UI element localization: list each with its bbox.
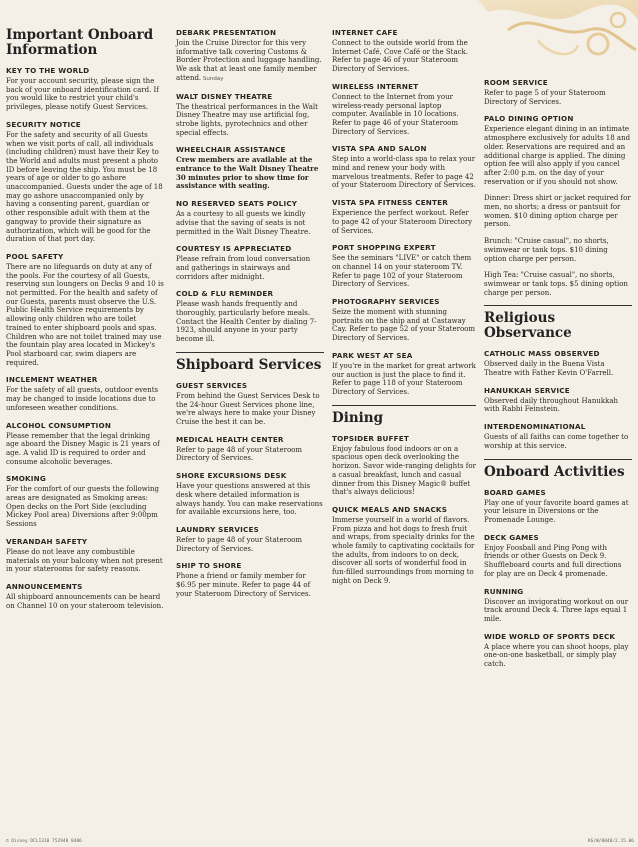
section-title-dining: Dining (332, 409, 384, 426)
item-body: Please do not leave any combustible materials on your balcony when not present in your staterooms for safety reasons. (6, 547, 163, 574)
item-body: Refer to page 48 of your Stateroom Directory of Services. (176, 445, 303, 463)
divider (176, 352, 324, 353)
item-title: ROOM SERVICE (484, 78, 548, 87)
activities-list (484, 488, 632, 669)
divider (484, 459, 632, 460)
info-item (332, 82, 476, 137)
info-item (176, 471, 324, 517)
info-item (484, 194, 632, 229)
item-title: HANUKKAH SERVICE (484, 385, 570, 395)
item-title: DECK GAMES (484, 532, 539, 542)
swirl-decoration (478, 0, 638, 70)
item-body: As a courtesy to all guests we kindly advise that the saving of seats is not permitted in the Walt Disney Theatre. (176, 210, 311, 236)
item-title: BOARD GAMES (484, 487, 546, 497)
item-title: VISTA SPA FITNESS CENTER (332, 198, 448, 208)
item-title: TOPSIDER BUFFET (332, 433, 409, 443)
item-title: RUNNING (484, 586, 524, 596)
item-title: COLD & FLU REMINDER (176, 289, 274, 299)
item-body: Please wash hands frequently and thoroughly, particularly before meals. Contact the Health Center by dialing 7-1923, should anyone in your party become ill. (176, 300, 317, 344)
info-item (176, 435, 324, 463)
item-body: Connect to the outside world from the Internet Café, Cove Café or the Stack. Refer to page 46 of your Stateroom Directory of Services. (332, 39, 469, 74)
item-title: GUEST SERVICES (176, 380, 248, 390)
info-item (176, 381, 324, 427)
item-body: Refer to page 5 of your Stateroom Directory of Services. (484, 89, 606, 106)
footer-code: © Disney DCL1310 752948 0406 (6, 839, 82, 844)
info-item (484, 114, 632, 186)
item-title: PHOTOGRAPHY SERVICES (332, 297, 440, 307)
info-list (6, 66, 164, 610)
item-title: POOL SAFETY (6, 251, 64, 261)
item-body: Brunch: "Cruise casual", no shorts, swimwear or tank tops. $10 dining option charge per person. (484, 237, 609, 263)
item-body: Discover an invigorating workout on our track around Deck 4. Three laps equal 1 mile. (484, 597, 629, 623)
item-title: INTERNET CAFE (332, 28, 398, 37)
section-title-activities: Onboard Activities (484, 463, 625, 480)
item-body: If you're in the market for great artwork our auction is just the place to find it. Refer to page 118 of your Stateroom Directory of Services. (332, 361, 476, 396)
item-title: QUICK MEALS AND SNACKS (332, 504, 448, 514)
room-dining-list (484, 78, 632, 297)
info-item (6, 375, 164, 412)
item-body: There are no lifeguards on duty at any of the pools. For the courtesy of all Guests, reserving sun loungers on Decks 9 and 10 is not permitted. For the health and safety of our Guests, parents must observe the U.S. Public Health Service requirements by allowing only children who are toilet trained to enter shipboard pools and spas. Children who are not toilet trained may use the fountain play area located in Mickey's Pool starboard car, swim diapers are required. (6, 262, 164, 367)
info-item (332, 243, 476, 289)
item-title: KEY TO THE WORLD (6, 66, 90, 75)
item-body: Join the Cruise Director for this very informative talk covering Customs & Border Protection and luggage handling. We ask that at least one family member attend. Sunday (176, 39, 322, 82)
item-body: See the seminars "LIVE" or catch them on channel 14 on your stateroom TV. Refer to page 102 of your Stateroom Directory of Services. (332, 254, 472, 289)
info-item (484, 533, 632, 579)
info-item (484, 78, 632, 106)
info-item (176, 244, 324, 281)
info-item (332, 28, 476, 74)
item-title: INTERDENOMINATIONAL (484, 422, 586, 432)
item-title: NO RESERVED SEATS POLICY (176, 199, 298, 209)
item-title: PARK WEST AT SEA (332, 350, 413, 360)
services-list (176, 381, 324, 599)
item-body: Refer to page 48 of your Stateroom Directory of Services. (176, 535, 303, 553)
column-1 (6, 28, 164, 618)
column-4 (484, 78, 632, 677)
item-body: Dinner: Dress shirt or jacket required for men, no shorts; a dress or pantsuit for women. $10 dining option charge per person. (484, 194, 631, 229)
info-item (332, 351, 476, 397)
item-body: From behind the Guest Services Desk to the 24-hour Guest Services phone line, we're always here to make your Disney Cruise the best it can be. (176, 391, 320, 426)
item-body: High Tea: "Cruise casual", no shorts, swimwear or tank tops. $5 dining option charge per person. (484, 271, 628, 297)
item-body: Step into a world-class spa to relax your mind and renew your body with marvelous treatments. Refer to page 42 of your Stateroom Directory of Services. (332, 155, 476, 190)
info-item (6, 252, 164, 367)
item-title: CATHOLIC MASS OBSERVED (484, 349, 600, 359)
item-body: Enjoy fabulous food indoors or on a spacious open deck overlooking the horizon. Savor wide-ranging delights for a casual breakfast, lunch and casual dinner from this Disney Magic® buffet that's always delicious! (332, 444, 476, 497)
info-item (6, 120, 164, 244)
item-title: WIRELESS INTERNET (332, 81, 419, 91)
info-item (176, 28, 324, 84)
item-title: LAUNDRY SERVICES (176, 524, 260, 534)
item-body: For the comfort of our guests the following areas are designated as Smoking areas: Open decks on the Port Side (excluding Mickey Pool area) Diversions after 9:00pm Sessions (6, 485, 159, 529)
item-body: Guests of all faiths can come together to worship at this service. (484, 433, 629, 450)
info-item (484, 271, 632, 297)
item-body: Crew members are available at the entrance to the Walt Disney Theatre 30 minutes prior to show time for assistance with seating. (176, 155, 319, 191)
item-title: WHEELCHAIR ASSISTANCE (176, 145, 286, 155)
item-body: Experience the perfect workout. Refer to page 42 of your Stateroom Directory of Services. (332, 209, 473, 235)
info-item (484, 488, 632, 525)
item-title: INCLEMENT WEATHER (6, 375, 98, 385)
item-body: Please remember that the legal drinking age aboard the Disney Magic is 21 years of age. A valid ID is required to order and consume alcoholic beverages. (6, 431, 160, 466)
info-item (484, 237, 632, 263)
item-body: Play one of your favorite board games at your leisure in Diversions or the Promenade Lounge. (484, 498, 629, 524)
section-title-religious: Religious Observance (484, 310, 572, 342)
item-title: PORT SHOPPING EXPERT (332, 243, 436, 253)
column-3 (332, 28, 476, 594)
info-item (176, 199, 324, 236)
theatre-info-list (176, 28, 324, 344)
item-body: For your account security, please sign the back of your onboard identification card. If you would like to restrict your child's privileges, please notify Guest Services. (6, 77, 159, 112)
item-title: ANNOUNCEMENTS (6, 581, 83, 591)
info-item (332, 144, 476, 190)
info-item (176, 561, 324, 598)
amenities-list (332, 28, 476, 397)
item-note: Sunday (201, 75, 224, 82)
info-item (6, 66, 164, 112)
item-title: SECURITY NOTICE (6, 119, 81, 129)
info-item (332, 198, 476, 235)
info-item (332, 505, 476, 586)
item-title: PALO DINING OPTION (484, 114, 574, 124)
item-title: VERANDAH SAFETY (6, 536, 88, 546)
info-item (484, 632, 632, 669)
info-item (6, 474, 164, 529)
item-body: Observed daily throughout Hanukkah with Rabbi Feinstein. (484, 396, 619, 414)
info-item (6, 582, 164, 610)
item-body: Immerse yourself in a world of flavors. From pizza and hot dogs to fresh fruit and wraps, from specialty drinks for the whole family to captivating cocktails for the adults, from indoors to on deck, discover all sorts of wonderful food in fun-filled surroundings from morning to night on Deck 9. (332, 515, 475, 585)
item-body: Phone a friend or family member for $6.95 per minute. Refer to page 44 of your Stateroom Directory of Services. (176, 572, 311, 598)
item-title: VISTA SPA AND SALON (332, 144, 427, 154)
info-item (332, 434, 476, 497)
info-item (6, 421, 164, 467)
footer-ref: KG/W/0048/2.15.06 (587, 839, 634, 844)
info-item (176, 289, 324, 344)
info-item (484, 349, 632, 377)
column-2 (176, 28, 324, 606)
item-body: The theatrical performances in the Walt Disney Theatre may use artificial fog, strobe lights, pyrotechnics and other special effects. (176, 102, 318, 137)
item-body: For the safety and security of all Guests when we visit ports of call, all individuals (including children) must have their Key to the World and adults must present a photo ID before leaving the ship. You must be 18 years of age or older to go ashore unaccompanied. Guests under the age of 18 may go ashore unaccompanied only by having a consenting parent, guardian or other responsible adult with them at the gangway to provide their signature as authorization, which will be good for the duration of that port day. (6, 130, 163, 244)
religious-list (484, 349, 632, 450)
info-item (176, 145, 324, 191)
item-title: SHORE EXCURSIONS DESK (176, 471, 287, 481)
divider (332, 405, 476, 406)
item-title: WIDE WORLD OF SPORTS DECK (484, 631, 616, 641)
info-item (6, 537, 164, 574)
section-title-info: Important Onboard Information (6, 27, 154, 58)
info-item (332, 297, 476, 343)
info-item (176, 525, 324, 553)
item-title: SMOKING (6, 474, 46, 484)
item-body: Seize the moment with stunning portraits on the ship and at Castaway Cay. Refer to page 52 of your Stateroom Directory of Services. (332, 308, 476, 343)
section-title-shipboard-services: Shipboard Services (176, 356, 322, 373)
item-title: DEBARK PRESENTATION (176, 28, 277, 37)
item-body: Experience elegant dining in an intimate atmosphere exclusively for adults 18 and older. Reservations are required and an additional charge is applied. The dining option fee will also apply if you cancel after 2:00 p.m. on the day of your reservation or if you should not show. (484, 125, 631, 186)
item-title: SHIP TO SHORE (176, 561, 242, 571)
item-body: For the safety of all guests, outdoor events may be changed to inside locations due to unforeseen weather conditions. (6, 386, 159, 412)
item-body: A place where you can shoot hoops, play one-on-one basketball, or simply play catch. (484, 642, 629, 669)
info-item (484, 386, 632, 414)
item-title: COURTESY IS APPRECIATED (176, 244, 292, 254)
item-title: ALCOHOL CONSUMPTION (6, 420, 112, 430)
item-body: Have your questions answered at this desk where detailed information is always handy. You can make reservations for available excursions here, too. (176, 482, 323, 517)
item-title: WALT DISNEY THEATRE (176, 91, 273, 101)
info-item (484, 587, 632, 624)
info-item (176, 92, 324, 138)
item-body: Connect to the Internet from your wireless-ready personal laptop computer. Available in 10 locations. Refer to page 46 of your Stateroom Directory of Services. (332, 92, 459, 136)
item-body: Please refrain from loud conversation and gatherings in stairways and corridors after midnight. (176, 255, 311, 281)
item-title: MEDICAL HEALTH CENTER (176, 434, 284, 444)
info-item (484, 422, 632, 450)
item-body: All shipboard announcements can be heard on Channel 10 on your stateroom television. (6, 592, 164, 610)
item-body: Observed daily in the Buena Vista Theatre with Father Kevin O'Farrell. (484, 360, 614, 378)
divider (484, 305, 632, 306)
item-body: Enjoy Foosball and Ping Pong with friends or other Guests on Deck 9. Shuffleboard courts and full directions for play are on Deck 4 promenade. (484, 543, 622, 578)
dining-list (332, 434, 476, 586)
